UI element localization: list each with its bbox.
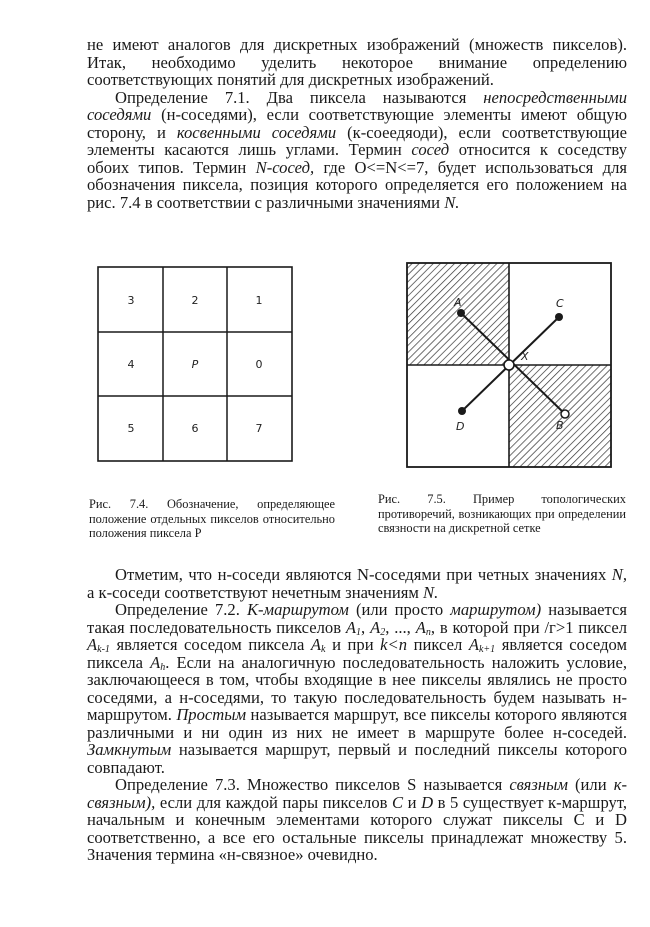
def72-text-w: называется маршрут, все пикселы которого являются различными и ни один из них не имеет в маршруте более н-соседей.: [87, 705, 627, 742]
caption-figure-7-4: Рис. 7.4. Обозначение, определяющее положение отдельных пикселов относительно положения пиксела Р: [89, 497, 335, 540]
sym-c: C: [392, 792, 404, 812]
paragraph-remark: [87, 566, 627, 601]
paragraph-definition-7-1: [87, 89, 627, 212]
term-route: маршрутом): [450, 600, 542, 619]
sym-ak+1: A: [468, 635, 479, 654]
def72-text-g: ,: [361, 617, 371, 637]
sym-a2: A: [370, 617, 381, 637]
top-text-block: [87, 36, 627, 211]
def71-text-i: где O<=N<=7, будет использоваться для обозначения пиксела, позиция которого определяется его положением на рис. 7.4 в соответствии с различными значениями: [87, 157, 627, 212]
grid-cell-label-7: 6: [191, 422, 199, 435]
def72-text-c: (или просто: [348, 600, 451, 619]
def73-text-g: и: [403, 792, 422, 812]
def73-text-a: Определение 7.3. Множество пикселов S называется: [115, 775, 510, 794]
label-d: D: [456, 420, 465, 433]
grid-cell-label-5: 0: [255, 358, 263, 371]
grid-cell-label-3: 4: [127, 358, 135, 371]
def72-text-u: . Если на аналогичную последовательность наложить условие, заключающееся в том, чтобы входящие в нее пикселы являлись не просто соседями, а н-соседями, то такую последовательность будем называть н-маршрутом.: [87, 652, 627, 724]
sym-d: D: [421, 792, 434, 812]
sym-ah: A: [150, 652, 161, 672]
label-b: B: [556, 419, 564, 432]
label-c: C: [556, 297, 564, 310]
paragraph-definition-7-2: [87, 601, 627, 776]
grid-cell-label-2: 1: [255, 294, 263, 307]
def71-text-g: относится к соседству обоих типов. Термин: [87, 140, 627, 177]
term-k-route: К-маршрутом: [246, 600, 349, 619]
sym-an-sub: n: [425, 626, 431, 638]
def71-text-c: (н-соседями), если соответствующие элементы имеют общую сторону, и: [87, 105, 627, 142]
paragraph-intro: не имеют аналогов для дискретных изображений (множеств пикселов). Итак, необходимо уделить некоторое внимание определению соответствующих понятий для дискретных изображений.: [87, 35, 627, 89]
def72-text-m: является соседом пиксела: [109, 635, 311, 654]
paragraph-definition-7-3: [87, 776, 627, 864]
grid-cell-label-6: 5: [127, 422, 135, 435]
sym-ak: A: [310, 635, 322, 654]
def72-text-s: является соседом пиксела: [87, 635, 627, 672]
sym-ak+1-sub: k+1: [478, 644, 496, 655]
remark-n-odd: N.: [423, 582, 439, 602]
point-x: [504, 360, 514, 370]
figure-7-5-diagram: [406, 262, 612, 468]
point-d: [458, 407, 466, 415]
def72-text-a: Определение 7.2.: [115, 600, 247, 619]
figure-7-4-grid: [97, 266, 293, 462]
sym-a1: A: [345, 617, 357, 637]
label-x: X: [521, 350, 529, 363]
point-a: [457, 309, 465, 317]
sym-ak-sub: k: [321, 644, 326, 655]
sym-an: A: [415, 617, 426, 637]
def71-text-e: (к-соеедяоди), если соответствующие элементы касаются лишь углами. Термин: [87, 122, 627, 159]
def73-text-e: если для каждой пары пикселов: [155, 792, 393, 812]
def72-text-q: пиксел: [407, 635, 469, 654]
remark-text-c: а к-соседи соответствуют нечетным значениям: [87, 582, 424, 602]
sym-a1-sub: 1: [356, 626, 362, 638]
def72-text-y: называется маршрут, первый и последний пикселы которого совпадают.: [87, 740, 627, 777]
grid-cell-label-4: P: [191, 358, 199, 371]
point-c: [555, 313, 563, 321]
term-simple: Простым: [176, 705, 247, 724]
label-a: A: [454, 296, 462, 309]
term-closed: Замкнутым: [87, 740, 172, 759]
term-direct-neighbors: непосредственными соседями: [87, 87, 627, 124]
grid-cell-label-0: 3: [127, 294, 135, 307]
term-neighbor: сосед: [411, 140, 450, 159]
term-indirect-neighbors: косвенными соседями: [176, 122, 337, 142]
caption-figure-7-5: Рис. 7.5. Пример топологических противоречий, возникающих при определении связности на дискретной сетке: [378, 492, 626, 535]
grid-cell-labels: [128, 294, 263, 435]
def72-text-o: и при: [325, 635, 381, 654]
sym-a2-sub: 2: [380, 626, 386, 638]
term-n-value: N.: [444, 192, 460, 212]
remark-text-a: Отметим, что н-соседи являются N-соседями при четных значениях: [115, 565, 612, 584]
sym-k-lt-n: k<n: [380, 635, 408, 654]
remark-n-even: N,: [611, 565, 627, 584]
grid-cell-label-8: 7: [255, 422, 263, 435]
point-b: [561, 410, 569, 418]
grid-cell-label-1: 2: [191, 294, 199, 307]
def73-text-c: (или: [567, 775, 614, 794]
sym-ak-1-sub: k-1: [97, 644, 110, 655]
term-n-neighbor: N-сосед,: [255, 157, 315, 177]
def72-text-e: называется такая последовательность пикселов: [87, 600, 627, 637]
bottom-text-block: [87, 566, 627, 864]
term-k-connected: к-связным),: [87, 775, 627, 812]
sym-ah-sub: h: [160, 661, 166, 673]
term-connected: связным: [509, 775, 568, 794]
def72-text-k: , в которой при /г>1 пиксел: [430, 617, 627, 637]
def71-text-a: Определение 7.1. Два пиксела называются: [115, 87, 484, 107]
hatched-cell-bottom-right: [509, 365, 611, 467]
def72-text-i: , ...,: [385, 617, 416, 637]
def73-text-i: в 5 существует к-маршрут, начальным и конечным элементами которого служат пикселы С и D соответственно, а все его остальные пикселы принадлежат множеству 5. Значения термина «н-связное» очевидно.: [87, 792, 627, 864]
sym-ak-1: A: [87, 635, 98, 654]
